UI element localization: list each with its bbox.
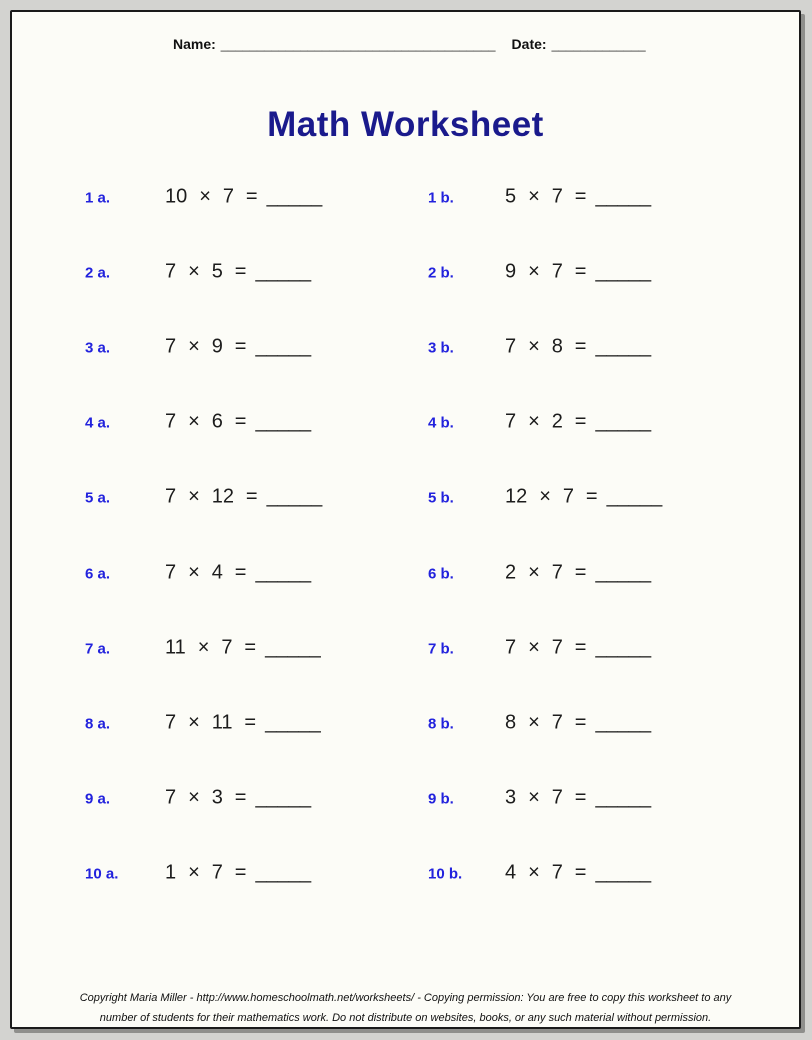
problem-2b xyxy=(428,260,651,283)
problem-3a xyxy=(85,335,311,358)
problem-expression: 2 × 7 = xyxy=(505,561,587,584)
answer-blank: _____ xyxy=(255,335,312,358)
problem-expression: 11 × 7 = xyxy=(165,636,257,659)
problem-expression: 8 × 7 = xyxy=(505,711,587,734)
problem-expression: 7 × 6 = xyxy=(165,410,247,433)
problem-row xyxy=(12,610,799,685)
problem-label: 7 a. xyxy=(85,640,111,658)
answer-blank: _____ xyxy=(595,260,652,283)
problem-row xyxy=(12,234,799,309)
answer-blank: _____ xyxy=(265,636,321,659)
problem-4a xyxy=(85,411,311,434)
answer-blank: _____ xyxy=(255,260,312,283)
answer-blank: _____ xyxy=(606,485,663,508)
page-title: Math Worksheet xyxy=(267,105,544,144)
problem-row xyxy=(12,385,799,460)
header xyxy=(173,36,646,52)
problem-label: 6 b. xyxy=(428,565,454,583)
problem-label: 4 b. xyxy=(428,414,454,432)
problem-row xyxy=(12,309,799,384)
problem-1a xyxy=(85,185,322,208)
problem-4b xyxy=(428,411,651,434)
problem-expression: 12 × 7 = xyxy=(505,485,598,508)
problem-5b xyxy=(428,486,662,509)
problem-expression: 7 × 3 = xyxy=(165,786,247,809)
problem-label: 7 b. xyxy=(428,640,454,658)
problem-label: 3 a. xyxy=(85,339,111,357)
problem-expression: 7 × 5 = xyxy=(165,260,247,283)
problem-2a xyxy=(85,260,311,283)
name-blank-line: ______________________________________ xyxy=(220,37,496,52)
problems-grid xyxy=(12,159,799,911)
problem-expression: 3 × 7 = xyxy=(505,786,587,809)
copyright-line-1: Copyright Maria Miller - http://www.homeschoolmath.net/worksheets/ - Copying permission: You are free to copy this worksheet to any xyxy=(79,992,732,1004)
problem-label: 5 a. xyxy=(85,489,111,507)
problem-label: 3 b. xyxy=(428,339,454,357)
problem-row xyxy=(12,836,799,911)
answer-blank: _____ xyxy=(595,185,652,208)
problem-9b xyxy=(428,787,651,810)
problem-expression: 5 × 7 = xyxy=(505,185,587,208)
problem-expression: 7 × 4 = xyxy=(165,561,247,584)
problem-label: 1 a. xyxy=(85,189,111,207)
date-blank-line: _____________ xyxy=(551,37,646,52)
answer-blank: _____ xyxy=(255,861,312,884)
problem-6b xyxy=(428,561,651,584)
answer-blank: _____ xyxy=(266,185,323,208)
problem-10b xyxy=(428,862,651,885)
problem-1b xyxy=(428,185,651,208)
answer-blank: _____ xyxy=(265,711,321,734)
problem-9a xyxy=(85,787,311,810)
problem-label: 1 b. xyxy=(428,189,454,207)
problem-label: 9 a. xyxy=(85,790,111,808)
problem-label: 5 b. xyxy=(428,489,454,507)
answer-blank: _____ xyxy=(595,786,652,809)
problem-7b xyxy=(428,636,651,659)
problem-6a xyxy=(85,561,311,584)
problem-label: 2 b. xyxy=(428,264,454,282)
date-label: Date: xyxy=(511,36,547,52)
answer-blank: _____ xyxy=(255,786,312,809)
answer-blank: _____ xyxy=(595,861,652,884)
problem-label: 10 a. xyxy=(85,865,119,883)
answer-blank: _____ xyxy=(595,636,652,659)
problem-label: 10 b. xyxy=(428,865,463,883)
problem-label: 4 a. xyxy=(85,414,111,432)
problem-7a xyxy=(85,636,321,659)
problem-10a xyxy=(85,862,311,885)
copyright-line-2: number of students for their mathematics work. Do not distribute on websites, books, or any such material without permission. xyxy=(99,1012,712,1024)
problem-label: 2 a. xyxy=(85,264,111,282)
problem-expression: 7 × 12 = xyxy=(165,485,258,508)
problem-label: 6 a. xyxy=(85,565,111,583)
problem-row xyxy=(12,685,799,760)
answer-blank: _____ xyxy=(595,561,652,584)
problem-8a xyxy=(85,711,321,734)
problem-row xyxy=(12,535,799,610)
problem-row xyxy=(12,761,799,836)
worksheet-page xyxy=(10,10,801,1029)
problem-expression: 7 × 2 = xyxy=(505,410,587,433)
problem-label: 8 b. xyxy=(428,715,454,733)
answer-blank: _____ xyxy=(255,561,312,584)
copyright-footer xyxy=(12,988,799,1028)
problem-label: 8 a. xyxy=(85,715,111,733)
answer-blank: _____ xyxy=(255,410,312,433)
problem-expression: 9 × 7 = xyxy=(505,260,587,283)
problem-expression: 7 × 8 = xyxy=(505,335,587,358)
answer-blank: _____ xyxy=(595,410,652,433)
problem-3b xyxy=(428,335,651,358)
problem-expression: 7 × 7 = xyxy=(505,636,587,659)
problem-row xyxy=(12,159,799,234)
problem-expression: 10 × 7 = xyxy=(165,185,258,208)
problem-row xyxy=(12,460,799,535)
name-label: Name: xyxy=(173,36,216,52)
answer-blank: _____ xyxy=(595,711,652,734)
problem-expression: 7 × 11 = xyxy=(165,711,257,734)
problem-8b xyxy=(428,711,651,734)
problem-expression: 7 × 9 = xyxy=(165,335,247,358)
problem-label: 9 b. xyxy=(428,790,454,808)
date-group xyxy=(512,36,646,52)
answer-blank: _____ xyxy=(266,485,323,508)
answer-blank: _____ xyxy=(595,335,652,358)
problem-expression: 4 × 7 = xyxy=(505,861,587,884)
problem-expression: 1 × 7 = xyxy=(165,861,247,884)
problem-5a xyxy=(85,486,322,509)
